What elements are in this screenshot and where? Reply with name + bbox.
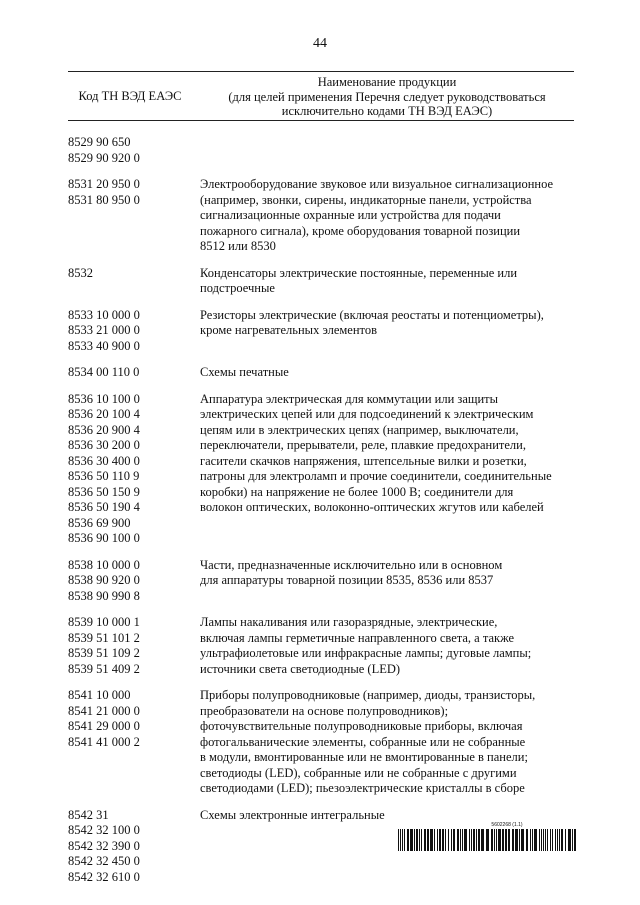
hs-code: 8541 21 000 0 bbox=[68, 703, 140, 718]
hs-code: 8536 69 900 bbox=[68, 515, 131, 530]
header-name-line: Наименование продукции bbox=[317, 75, 457, 89]
hs-code: 8539 10 000 1 bbox=[68, 615, 140, 629]
hs-code: 8533 10 000 0 bbox=[68, 307, 140, 322]
description-line: Конденсаторы электрические постоянные, переменные или bbox=[200, 265, 518, 280]
description-line: в модули, вмонтированные или не вмонтированные в панели; bbox=[200, 750, 528, 764]
barcode-bar bbox=[427, 829, 429, 851]
barcode-bar bbox=[457, 829, 459, 851]
description-line: Резисторы электрические (включая реостаты и потенциометры), bbox=[200, 307, 544, 322]
barcode-bar bbox=[559, 829, 560, 851]
description-line: фотогальванические элементы, собранные или не собранные bbox=[200, 734, 526, 749]
description-line: пожарного сигнала), кроме оборудования товарной позиции bbox=[200, 223, 521, 238]
barcode-bar bbox=[398, 829, 399, 851]
barcode-bar bbox=[532, 829, 533, 851]
table-row bbox=[68, 615, 574, 677]
description-cell bbox=[200, 688, 574, 797]
description-cell bbox=[200, 615, 574, 677]
barcode-bar bbox=[460, 829, 461, 851]
hs-code: 8541 10 000 bbox=[68, 688, 131, 702]
hs-code: 8539 51 109 2 bbox=[68, 646, 140, 660]
hs-code: 8536 50 110 9 bbox=[68, 469, 140, 483]
barcode-bar bbox=[445, 829, 446, 851]
header-name-title bbox=[200, 75, 574, 119]
barcode-bar bbox=[430, 829, 433, 851]
barcode-bar bbox=[491, 829, 493, 851]
barcode-bar bbox=[515, 829, 518, 851]
code-cell bbox=[68, 365, 200, 381]
barcode-bar bbox=[512, 829, 514, 851]
hs-code: 8538 90 920 0 bbox=[68, 573, 140, 587]
description-line: переключатели, прерыватели, реле, плавкие предохранители, bbox=[200, 438, 526, 452]
product-table bbox=[68, 135, 574, 896]
description-cell bbox=[200, 135, 574, 166]
hs-code: 8536 10 100 0 bbox=[68, 391, 140, 406]
barcode-bar bbox=[407, 829, 409, 851]
barcode-block bbox=[398, 822, 576, 851]
table-row bbox=[68, 558, 574, 605]
table-row bbox=[68, 177, 574, 255]
description-line: электрических цепей или для подсоединений к электрическим bbox=[200, 407, 534, 421]
header-top-rule bbox=[68, 71, 574, 72]
barcode-bar bbox=[543, 829, 544, 851]
description-cell bbox=[200, 558, 574, 605]
barcode-bar bbox=[478, 829, 480, 851]
barcode-bar bbox=[539, 829, 540, 851]
header-bottom-rule bbox=[68, 120, 574, 121]
barcode-bar bbox=[534, 829, 537, 851]
barcode-bar bbox=[498, 829, 501, 851]
hs-code: 8529 90 920 0 bbox=[68, 150, 140, 165]
description-line: для аппаратуры товарной позиции 8535, 8536 или 8537 bbox=[200, 573, 494, 587]
barcode-bar bbox=[414, 829, 415, 851]
hs-code: 8539 51 409 2 bbox=[68, 661, 140, 676]
hs-code: 8534 00 110 0 bbox=[68, 365, 140, 379]
description-line: 8512 или 8530 bbox=[200, 239, 276, 253]
barcode-bar bbox=[555, 829, 556, 851]
barcode-bar bbox=[557, 829, 558, 851]
barcode-bar bbox=[574, 829, 576, 851]
barcode-bar bbox=[434, 829, 435, 851]
barcode-bar bbox=[521, 829, 524, 851]
description-line: цепям или в электрических цепях (например, выключатели, bbox=[200, 422, 519, 437]
barcode-bar bbox=[486, 829, 489, 851]
description-cell bbox=[200, 177, 574, 255]
barcode-bar bbox=[451, 829, 452, 851]
barcode-bar bbox=[476, 829, 477, 851]
hs-code: 8536 50 150 9 bbox=[68, 484, 140, 499]
hs-code: 8536 90 100 0 bbox=[68, 531, 140, 545]
hs-code: 8533 40 900 0 bbox=[68, 338, 140, 353]
barcode-bar bbox=[572, 829, 573, 851]
hs-code: 8542 32 390 0 bbox=[68, 838, 140, 853]
barcode-bar bbox=[550, 829, 551, 851]
barcode-bar bbox=[541, 829, 542, 851]
table-row bbox=[68, 308, 574, 355]
barcode-bar bbox=[496, 829, 497, 851]
code-cell bbox=[68, 615, 200, 677]
code-cell bbox=[68, 558, 200, 605]
description-line: Схемы печатные bbox=[200, 365, 289, 379]
description-line: светодиоды (LED), собранные или не собранные с другими bbox=[200, 765, 517, 780]
barcode-bar bbox=[473, 829, 475, 851]
description-line: Приборы полупроводниковые (например, диоды, транзисторы, bbox=[200, 688, 536, 702]
barcode-bar bbox=[519, 829, 520, 851]
barcode-bar bbox=[416, 829, 418, 851]
code-cell bbox=[68, 808, 200, 886]
hs-code: 8531 80 950 0 bbox=[68, 192, 140, 207]
description-line: коробки) на напряжение не более 1000 В; соединители для bbox=[200, 484, 514, 499]
barcode-bar bbox=[526, 829, 528, 851]
description-line: преобразователи на основе полупроводников); bbox=[200, 703, 449, 718]
description-line: волокон оптических, волоконно-оптических жгутов или кабелей bbox=[200, 500, 544, 514]
barcode-bar bbox=[400, 829, 401, 851]
barcode-bar bbox=[494, 829, 495, 851]
description-line: Электрооборудование звуковое или визуальное сигнализационное bbox=[200, 177, 554, 191]
code-cell bbox=[68, 135, 200, 166]
header-name-line: (для целей применения Перечня следует руководствоваться bbox=[228, 89, 546, 104]
barcode-bar bbox=[481, 829, 484, 851]
barcode-bar bbox=[439, 829, 441, 851]
description-line: подстроечные bbox=[200, 281, 275, 295]
barcode-bar bbox=[568, 829, 571, 851]
description-line: Аппаратура электрическая для коммутации или защиты bbox=[200, 391, 499, 406]
barcode-bar bbox=[402, 829, 403, 851]
hs-code: 8539 51 101 2 bbox=[68, 630, 140, 645]
description-line: Лампы накаливания или газоразрядные, электрические, bbox=[200, 615, 498, 629]
page-number: 44 bbox=[313, 36, 327, 51]
barcode-bar bbox=[419, 829, 420, 851]
barcode-label: 5602268 (1.1) bbox=[491, 822, 523, 828]
table-row bbox=[68, 688, 574, 797]
description-line: Части, предназначенные исключительно или в основном bbox=[200, 557, 503, 572]
barcode-bar bbox=[561, 829, 563, 851]
hs-code: 8538 10 000 0 bbox=[68, 557, 140, 572]
code-cell bbox=[68, 688, 200, 797]
description-cell bbox=[200, 308, 574, 355]
table-row bbox=[68, 135, 574, 166]
description-line: кроме нагревательных элементов bbox=[200, 323, 377, 337]
barcode-bar bbox=[448, 829, 449, 851]
description-cell bbox=[200, 392, 574, 547]
barcode-bar bbox=[410, 829, 413, 851]
header-name-line: исключительно кодами ТН ВЭД ЕАЭС) bbox=[281, 104, 493, 118]
description-cell bbox=[200, 365, 574, 381]
hs-code: 8529 90 650 bbox=[68, 135, 131, 149]
barcode-bar bbox=[565, 829, 566, 851]
barcode-bar bbox=[469, 829, 470, 851]
table-row bbox=[68, 266, 574, 297]
barcode-bar bbox=[508, 829, 510, 851]
code-cell bbox=[68, 177, 200, 255]
barcode-bar bbox=[464, 829, 467, 851]
description-line: светодиодами (LED); пьезоэлектрические кристаллы в сборе bbox=[200, 781, 525, 795]
barcode-bar bbox=[530, 829, 531, 851]
hs-code: 8538 90 990 8 bbox=[68, 588, 140, 603]
hs-code: 8542 32 100 0 bbox=[68, 823, 140, 837]
table-row bbox=[68, 365, 574, 381]
barcode-bar bbox=[424, 829, 426, 851]
hs-code: 8542 31 bbox=[68, 807, 109, 822]
barcode-image bbox=[398, 829, 576, 851]
code-cell bbox=[68, 392, 200, 547]
hs-code: 8536 50 190 4 bbox=[68, 500, 140, 514]
barcode-bar bbox=[453, 829, 455, 851]
barcode-bar bbox=[545, 829, 546, 851]
hs-code: 8541 41 000 2 bbox=[68, 734, 140, 749]
hs-code: 8542 32 450 0 bbox=[68, 854, 140, 868]
code-cell bbox=[68, 308, 200, 355]
description-line: фоточувствительные полупроводниковые приборы, включая bbox=[200, 719, 523, 733]
barcode-bar bbox=[471, 829, 472, 851]
barcode-bar bbox=[404, 829, 405, 851]
barcode-bar bbox=[437, 829, 438, 851]
hs-code: 8542 32 610 0 bbox=[68, 869, 140, 884]
description-line: включая лампы герметичные направленного света, а также bbox=[200, 630, 515, 645]
code-cell bbox=[68, 266, 200, 297]
description-cell bbox=[200, 266, 574, 297]
hs-code: 8536 20 100 4 bbox=[68, 407, 140, 421]
hs-code: 8541 29 000 0 bbox=[68, 719, 140, 733]
barcode-bar bbox=[502, 829, 504, 851]
barcode-bar bbox=[421, 829, 422, 851]
description-line: патроны для электроламп и прочие соединители, соединительные bbox=[200, 469, 552, 483]
hs-code: 8533 21 000 0 bbox=[68, 323, 140, 337]
description-line: (например, звонки, сирены, индикаторные панели, устройства bbox=[200, 192, 532, 207]
barcode-bar bbox=[547, 829, 548, 851]
hs-code: 8536 20 900 4 bbox=[68, 422, 140, 437]
header-code-title: Код ТН ВЭД ЕАЭС bbox=[78, 89, 182, 103]
hs-code: 8532 bbox=[68, 265, 93, 280]
table-row bbox=[68, 392, 574, 547]
description-line: ультрафиолетовые или инфракрасные лампы; дуговые лампы; bbox=[200, 646, 532, 660]
hs-code: 8536 30 400 0 bbox=[68, 453, 140, 468]
description-line: Схемы электронные интегральные bbox=[200, 807, 385, 822]
description-line: гасители скачков напряжения, штепсельные вилки и розетки, bbox=[200, 453, 527, 468]
hs-code: 8536 30 200 0 bbox=[68, 438, 140, 452]
barcode-bar bbox=[552, 829, 553, 851]
description-line: источники света светодиодные (LED) bbox=[200, 661, 401, 676]
barcode-bar bbox=[505, 829, 507, 851]
barcode-bar bbox=[462, 829, 463, 851]
barcode-bar bbox=[442, 829, 444, 851]
description-line: сигнализационные охранные или устройства для подачи bbox=[200, 208, 501, 222]
hs-code: 8531 20 950 0 bbox=[68, 177, 140, 191]
